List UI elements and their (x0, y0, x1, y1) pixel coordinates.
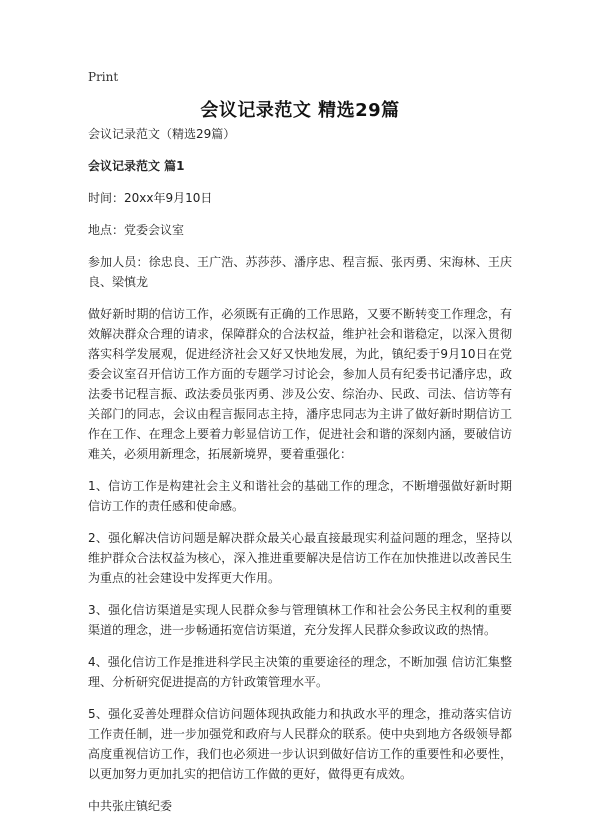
paragraph-point-1: 1、信访工作是构建社会主义和谐社会的基础工作的理念，不断增强做好新时期信访工作的责任感和使命感。 (88, 479, 512, 513)
document-subtitle: 会议记录范文（精选29篇） (88, 127, 236, 141)
print-label[interactable]: Print (88, 70, 119, 84)
meeting-place: 地点：党委会议室 (88, 223, 185, 237)
page-title: 会议记录范文 精选29篇 (200, 100, 400, 121)
paragraph-point-2: 2、强化解决信访问题是解决群众最关心最直接最现实利益问题的理念，坚持以维护群众合法权益为核心，深入推进重要解决是信访工作在加快推进以改善民生为重点的社会建设中发挥更大作用。 (88, 531, 512, 585)
paragraph-point-5: 5、强化妥善处理群众信访问题体现执政能力和执政水平的理念，推动落实信访工作责任制，进一步加强党和政府与人民群众的联系。使中央到地方各级领导都高度重视信访工作，我们也必须进一步认识到做好信访工作的重要性和必要性，以更加努力更加扎实的把信访工作做的更好，做得更有成效。 (88, 707, 512, 781)
meeting-time: 时间：20xx年9月10日 (88, 191, 213, 205)
paragraph-point-4: 4、强化信访工作是推进科学民主决策的重要途径的理念，不断加强 信访汇集整理、分析研究促进提高的方针政策管理水平。 (88, 655, 512, 689)
signature: 中共张庄镇纪委 (88, 799, 173, 813)
paragraph-point-3: 3、强化信访渠道是实现人民群众参与管理镇林工作和社会公务民主权利的重要渠道的理念，进一步畅通拓宽信访渠道，充分发挥人民群众参政议政的热情。 (88, 603, 512, 637)
section-heading: 会议记录范文 篇1 (88, 159, 185, 173)
paragraph-intro: 做好新时期的信访工作，必须既有正确的工作思路，又要不断转变工作理念，有效解决群众合理的请求，保障群众的合法权益，维护社会和谐稳定，以深入贯彻落实科学发展观，促进经济社会又好又快地发展，为此，镇纪委于9月10日在党委会议室召开信访工作方面的专题学习讨论会，参加人员有纪委书记潘序忠，政法委书记程言振、政法委员张丙勇、涉及公安、综治办、民政、司法、信访等有关部门的同志，会议由程言振同志主持，潘序忠同志为主讲了做好新时期信访工作在工作、在理念上要着力彰显信访工作，促进社会和谐的深刻内涵，要破信访难关，必须用新理念，拓展新境界，要着重强化： (88, 307, 512, 461)
meeting-attendees: 参加人员：徐忠良、王广浩、苏莎莎、潘序忠、程言振、张丙勇、宋海林、王庆良、梁慎龙 (88, 255, 512, 289)
document-body (88, 124, 512, 828)
